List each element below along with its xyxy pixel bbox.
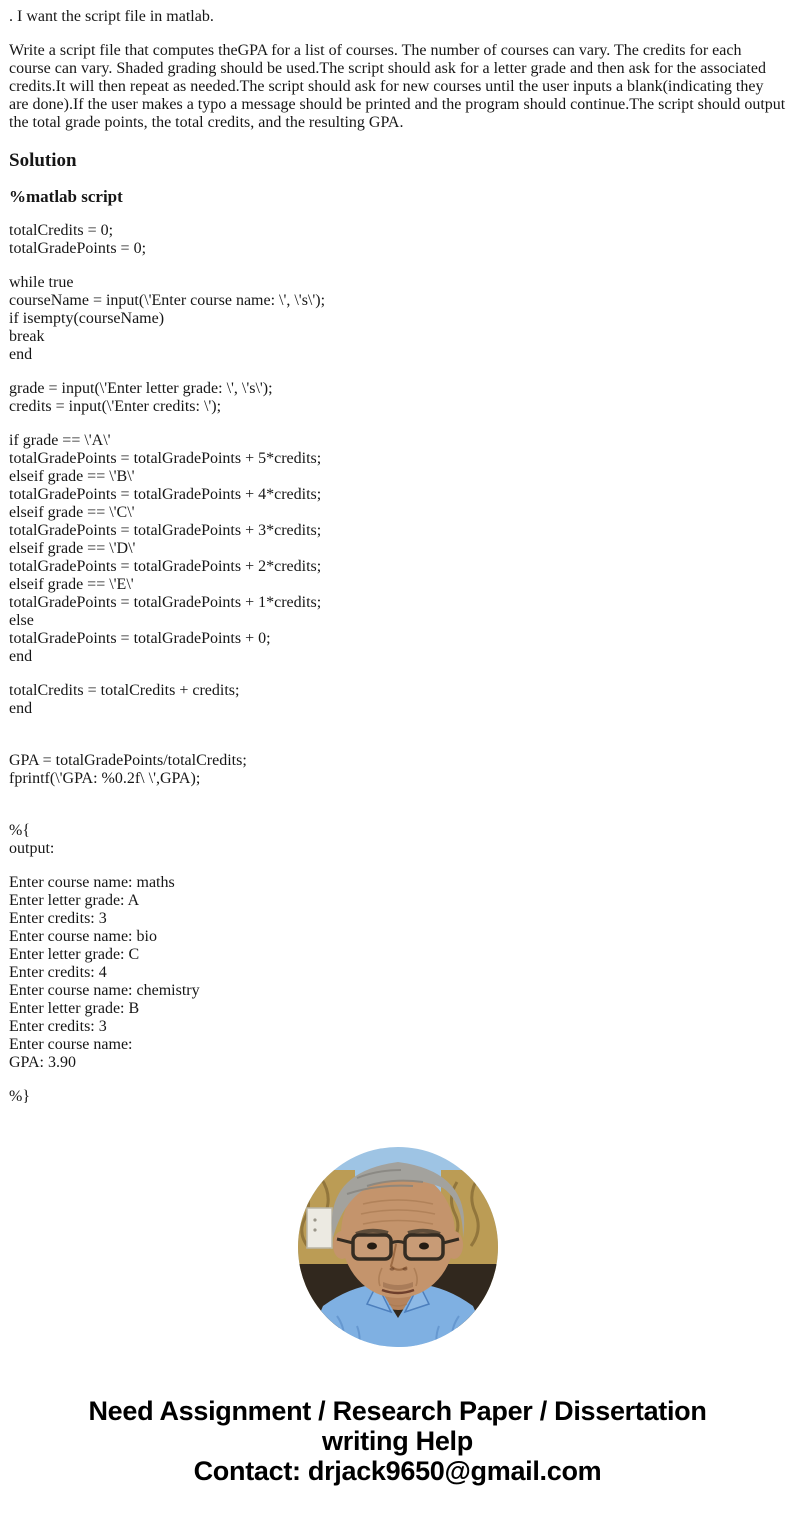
avatar-switch-panel <box>307 1208 332 1248</box>
code-paragraph: Enter course name: maths Enter letter grade: A Enter credits: 3 Enter course name: bio Enter letter grade: C Enter credits: 4 Enter course name: chemistry Enter letter grade: B Enter credits: 3 Enter course name: GPA: 3.90 <box>9 874 200 1071</box>
avatar-container <box>9 1146 786 1348</box>
code-section <box>9 222 786 1106</box>
footer <box>9 1396 786 1486</box>
document-page <box>0 8 794 1526</box>
code-paragraph: if grade == \'A\' totalGradePoints = totalGradePoints + 5*credits; elseif grade == \'B\' totalGradePoints = totalGradePoints + 4*credits; elseif grade == \'C\' totalGradePoints = totalGradePoints + 3*credits; elseif grade == \'D\' totalGradePoints = totalGradePoints + 2*credits; elseif grade == \'E\' totalGradePoints = totalGradePoints + 1*credits; else totalGradePoints = totalGradePoints + 0; end <box>9 432 322 665</box>
code-paragraph: grade = input(\'Enter letter grade: \', \'s\'); credits = input(\'Enter credits: \'); <box>9 380 273 415</box>
code-paragraph: while true courseName = input(\'Enter course name: \', \'s\'); if isempty(courseName) break end <box>9 274 326 363</box>
code-paragraph: %} <box>9 1088 31 1105</box>
code-paragraph: GPA = totalGradePoints/totalCredits; fprintf(\'GPA: %0.2f\ \',GPA); <box>9 752 247 787</box>
code-paragraph: totalCredits = 0; totalGradePoints = 0; <box>9 222 147 257</box>
code-paragraph: totalCredits = totalCredits + credits; end <box>9 682 240 717</box>
intro-line: . I want the script file in matlab. <box>9 8 214 25</box>
footer-contact-text: Contact: drjack9650@gmail.com <box>193 1456 602 1486</box>
avatar-left-eye <box>367 1243 377 1250</box>
tutor-portrait-image <box>297 1146 499 1348</box>
script-title: %matlab script <box>9 187 123 206</box>
code-paragraph: %{ output: <box>9 822 55 857</box>
solution-heading: Solution <box>9 150 77 171</box>
footer-help-text: Need Assignment / Research Paper / Dissertation writing Help <box>88 1396 707 1456</box>
problem-statement: Write a script file that computes theGPA for a list of courses. The number of courses can vary. The credits for each course can vary. Shaded grading should be used.The script should ask for a letter grade and then ask for the associated credits.It will then repeat as needed.The script should ask for new courses until the user inputs a blank(indicating they are done).If the user makes a typo a message should be printed and the program should continue.The script should output the total grade points, the total credits, and the resulting GPA. <box>9 42 786 131</box>
avatar-right-eye <box>419 1243 429 1250</box>
avatar-glasses-bridge <box>391 1242 405 1244</box>
